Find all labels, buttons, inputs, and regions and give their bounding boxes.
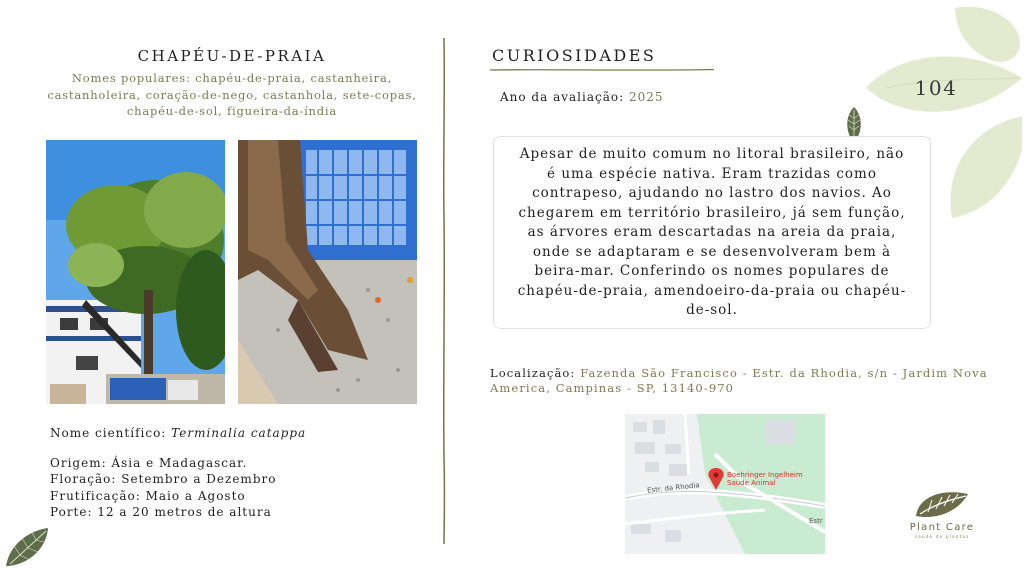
curiosity-box [493, 136, 931, 329]
location [490, 366, 990, 396]
brand-name: Plant Care [909, 522, 975, 533]
curiosity-line: de-sol. [686, 302, 738, 318]
map-place-line: Boehringer Ingelheim [727, 471, 803, 479]
scientific-name [50, 426, 306, 440]
trunk-photo [238, 140, 417, 404]
popular-names-line: Nomes populares: chapéu-de-praia, castanheira, [71, 71, 393, 85]
evaluation-year-value: 2025 [628, 90, 664, 104]
fact-size: Porte: 12 a 20 metros de altura [50, 505, 272, 520]
tree-photo [46, 140, 225, 404]
brand-tagline: saúde de plantas [914, 535, 970, 540]
scientific-name-label: Nome científico: [50, 426, 167, 440]
map-place-label [727, 471, 803, 487]
map-place-line: Saúde Animal [727, 479, 776, 487]
leaf-icon-bottom-left [2, 526, 52, 572]
location-label: Localização: [490, 366, 576, 380]
fact-flowering: Floração: Setembro a Dezembro [50, 472, 277, 487]
title-underline [490, 68, 714, 72]
popular-names-line: castanholeira, coração-de-nego, castanhola, sete-copas, [47, 87, 417, 102]
plant-care-logo-icon [912, 486, 972, 520]
curiosity-line: chegarem em território brasileiro, já sem função, [518, 204, 906, 221]
location-address-line: America, Campinas - SP, 13140-970 [490, 381, 735, 395]
curiosity-line: chapéu-de-praia, amendoeiro-da-praia ou chapéu- [517, 282, 907, 299]
fact-fruiting: Frutificação: Maio a Agosto [50, 488, 246, 503]
curiosity-line: é uma espécie nativa. Eram trazidas como [547, 165, 877, 182]
vertical-divider [442, 38, 446, 544]
location-map[interactable] [625, 414, 825, 554]
evaluation-year [500, 90, 664, 104]
curiosity-line: as árvores eram descartadas na areia da praia, [527, 224, 897, 240]
location-address-line: Fazenda São Francisco - Estr. da Rhodia, s/n - Jardim Nova [580, 366, 988, 380]
fact-origin: Origem: Ásia e Madagascar. [50, 456, 248, 470]
plant-title: CHAPÉU-DE-PRAIA [137, 47, 327, 65]
curiosity-line: contrapeso, ajudando no lastro dos navios. Ao [532, 185, 892, 201]
page-number: 104 [914, 76, 958, 100]
popular-names-line: chapéu-de-sol, figueira-da-índia [126, 104, 338, 118]
curiosity-line: Apesar de muito comum no litoral brasileiro, não [519, 146, 905, 162]
scientific-name-value: Terminalia catappa [171, 426, 307, 440]
curiosity-line: onde se adaptaram e se desenvolveram bem à [532, 243, 892, 260]
plant-facts [50, 455, 276, 521]
map-road-label: Estr [809, 517, 823, 525]
curiosity-line: beira-mar. Conferindo os nomes populares de [534, 263, 890, 279]
popular-names [28, 70, 436, 120]
evaluation-year-label: Ano da avaliação: [500, 90, 625, 104]
map-road-label: Estr. da Rhodia [646, 481, 700, 495]
section-title: CURIOSIDADES [492, 46, 657, 65]
